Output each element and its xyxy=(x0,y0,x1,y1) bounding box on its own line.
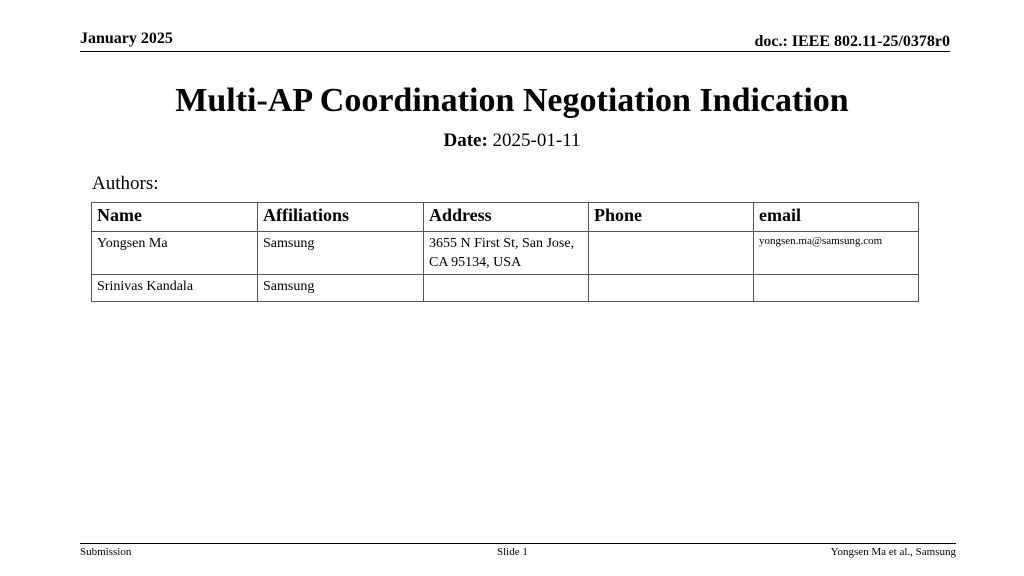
author-affiliation: Samsung xyxy=(258,275,424,302)
header-doc-id: doc.: IEEE 802.11-25/0378r0 xyxy=(754,33,950,50)
table-row xyxy=(92,232,919,275)
column-header-name: Name xyxy=(92,203,258,232)
authors-label: Authors: xyxy=(92,173,159,194)
author-address: 3655 N First St, San Jose, CA 95134, USA xyxy=(424,232,589,275)
slide-title: Multi-AP Coordination Negotiation Indication xyxy=(175,82,849,119)
table-header-row xyxy=(92,203,919,232)
footer-slide-number: Slide 1 xyxy=(497,546,528,558)
date-value: 2025-01-11 xyxy=(492,130,581,151)
footer-submission: Submission xyxy=(80,546,132,558)
author-email[interactable]: yongsen.ma@samsung.com xyxy=(754,232,919,275)
authors-table xyxy=(91,202,919,302)
date-line xyxy=(0,130,1024,152)
column-header-address: Address xyxy=(424,203,589,232)
author-email xyxy=(754,275,919,302)
footer-authors: Yongsen Ma et al., Samsung xyxy=(830,546,956,558)
date-label: Date: xyxy=(443,130,488,151)
footer-divider xyxy=(80,543,956,544)
table-row xyxy=(92,275,919,302)
author-phone xyxy=(589,232,754,275)
author-name: Yongsen Ma xyxy=(92,232,258,275)
header-divider xyxy=(80,51,950,52)
author-phone xyxy=(589,275,754,302)
column-header-affiliations: Affiliations xyxy=(258,203,424,232)
column-header-email: email xyxy=(754,203,919,232)
header-date: January 2025 xyxy=(80,30,173,47)
author-name: Srinivas Kandala xyxy=(92,275,258,302)
author-affiliation: Samsung xyxy=(258,232,424,275)
author-address xyxy=(424,275,589,302)
column-header-phone: Phone xyxy=(589,203,754,232)
